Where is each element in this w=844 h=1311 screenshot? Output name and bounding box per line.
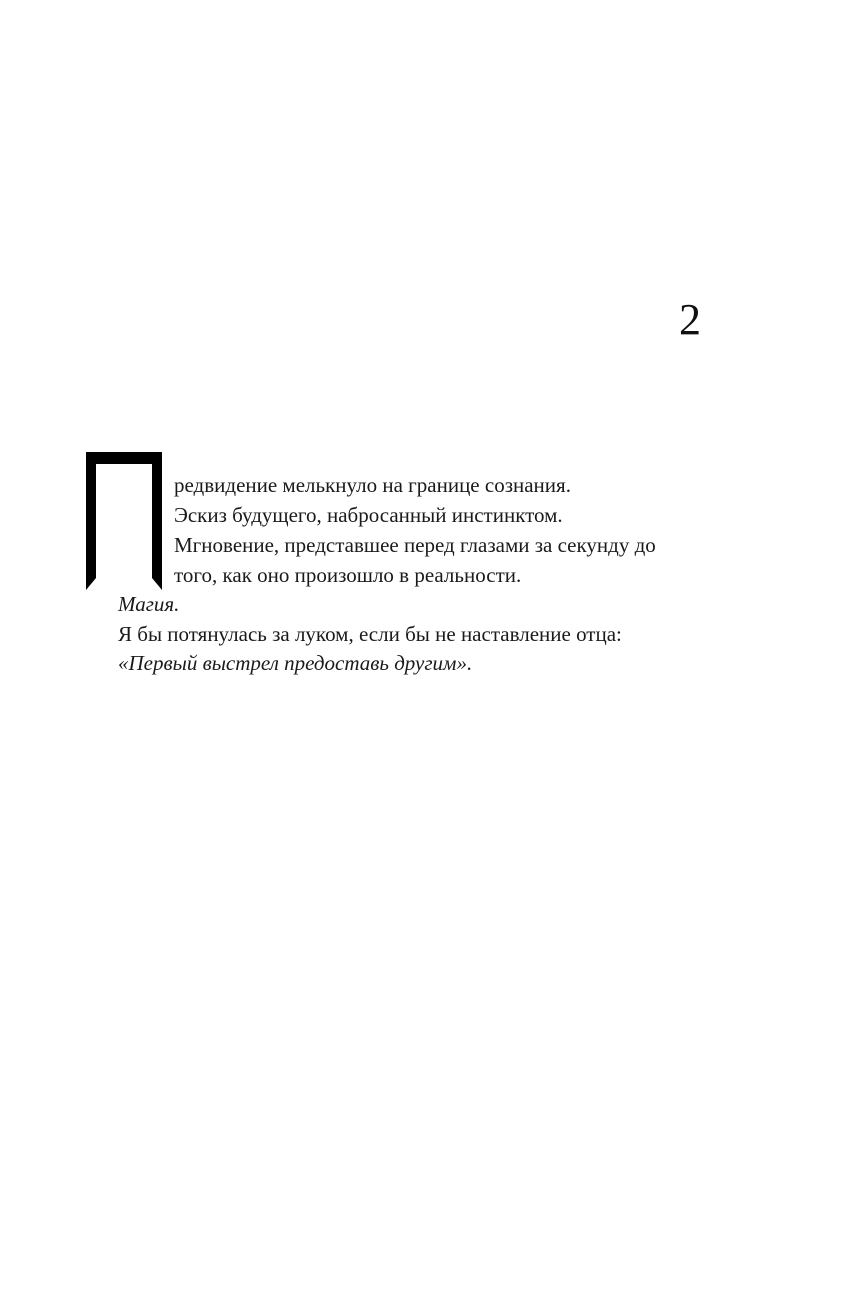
- paragraph-line-3: Мгновение, представшее перед глазами за секунду до: [174, 533, 656, 557]
- magic-line: Магия.: [118, 592, 180, 616]
- chapter-number: 2: [679, 295, 701, 344]
- drop-cap-glyph: [86, 452, 162, 590]
- father-quote: «Первый выстрел предоставь другим».: [118, 651, 473, 675]
- drop-cap-letter: [86, 452, 162, 590]
- reaction-line: Я бы потянулась за луком, если бы не наставление отца:: [118, 622, 622, 646]
- paragraph-line-1: редвидение мелькнуло на границе сознания.: [174, 473, 571, 497]
- paragraph-line-4: того, как оно произошло в реальности.: [174, 563, 522, 587]
- paragraph-line-2: Эскиз будущего, набросанный инстинктом.: [174, 503, 563, 527]
